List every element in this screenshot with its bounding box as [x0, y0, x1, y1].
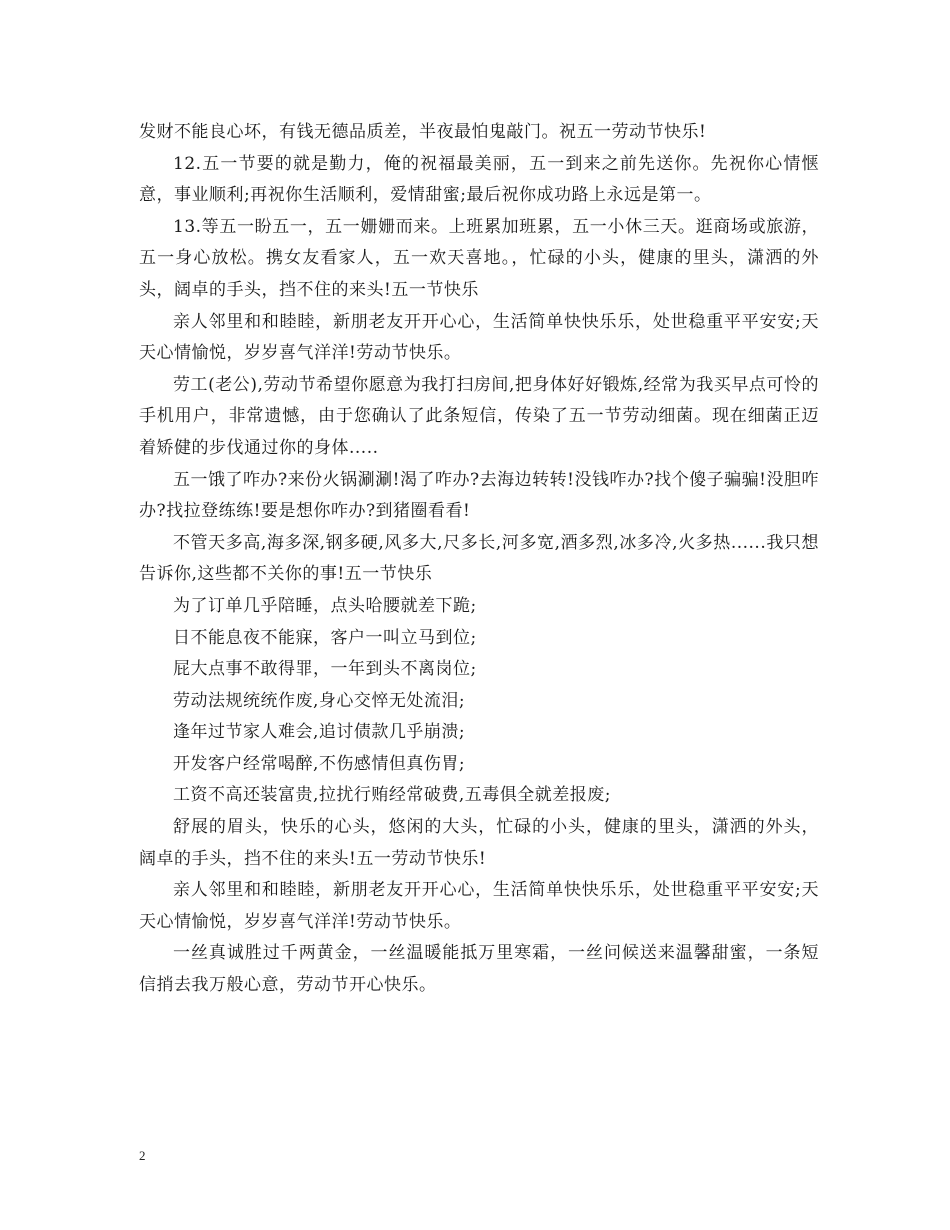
- paragraph: 不管天多高,海多深,钢多硬,风多大,尺多长,河多宽,酒多烈,冰多冷,火多热......我只想告诉你,这些都不关你的事!五一节快乐: [139, 532, 819, 585]
- paragraph: 舒展的眉头，快乐的心头，悠闲的大头，忙碌的小头，健康的里头，潇洒的外头，阔卓的手头，挡不住的来头!五一劳动节快乐!: [139, 817, 819, 869]
- paragraph: 一丝真诚胜过千两黄金，一丝温暖能抵万里寒霜，一丝问候送来温馨甜蜜，一条短信捎去我万般心意，劳动节开心快乐。: [139, 943, 819, 996]
- paragraph: 发财不能良心坏，有钱无德品质差，半夜最怕鬼敲门。祝五一劳动节快乐!: [139, 122, 707, 142]
- paragraph: 工资不高还装富贵,拉扰行贿经常破费,五毒俱全就差报废;: [173, 785, 612, 806]
- paragraph: 开发客户经常喝醉,不伤感情但真伤胃;: [173, 753, 466, 774]
- document-body: [139, 117, 819, 1002]
- paragraph: 屁大点事不敢得罪，一年到头不离岗位;: [173, 659, 477, 680]
- page-number: 2: [139, 1148, 146, 1163]
- paragraph: 亲人邻里和和睦睦，新朋老友开开心心，生活简单快快乐乐，处世稳重平平安安;天天心情愉悦，岁岁喜气洋洋!劳动节快乐。: [139, 880, 819, 932]
- paragraph: 为了订单几乎陪睡，点头哈腰就差下跪;: [173, 595, 477, 616]
- paragraph: 逢年过节家人难会,追讨债款几乎崩溃;: [173, 722, 466, 743]
- paragraph: 亲人邻里和和睦睦，新朋老友开开心心，生活简单快快乐乐，处世稳重平平安安;天天心情愉悦，岁岁喜气洋洋!劳动节快乐。: [139, 311, 819, 364]
- paragraph: 12.五一节要的就是勤力，俺的祝福最美丽，五一到来之前先送你。先祝你心情惬意，事业顺利;再祝你生活顺利，爱情甜蜜;最后祝你成功路上永远是第一。: [139, 153, 819, 206]
- paragraph: 劳动法规统统作废,身心交悴无处流泪;: [173, 690, 466, 711]
- paragraph: 日不能息夜不能寐，客户一叫立马到位;: [173, 627, 477, 648]
- paragraph: 劳工(老公),劳动节希望你愿意为我打扫房间,把身体好好锻炼,经常为我买早点可怜的手机用户，非常遗憾，由于您确认了此条短信，传染了五一节劳动细菌。现在细菌正迈着矫健的步伐通过你的身体.....: [139, 374, 819, 458]
- paragraph: 13.等五一盼五一，五一姗姗而来。上班累加班累，五一小休三天。逛商场或旅游，五一身心放松。携女友看家人，五一欢天喜地。，忙碌的小头，健康的里头，潇洒的外头，阔卓的手头，挡不住的来头!五一节快乐: [139, 216, 819, 300]
- paragraph: 五一饿了咋办?来份火锅涮涮!渴了咋办?去海边转转!没钱咋办?找个傻子骗骗!没胆咋办?找拉登练练!要是想你咋办?到猪圈看看!: [139, 469, 819, 522]
